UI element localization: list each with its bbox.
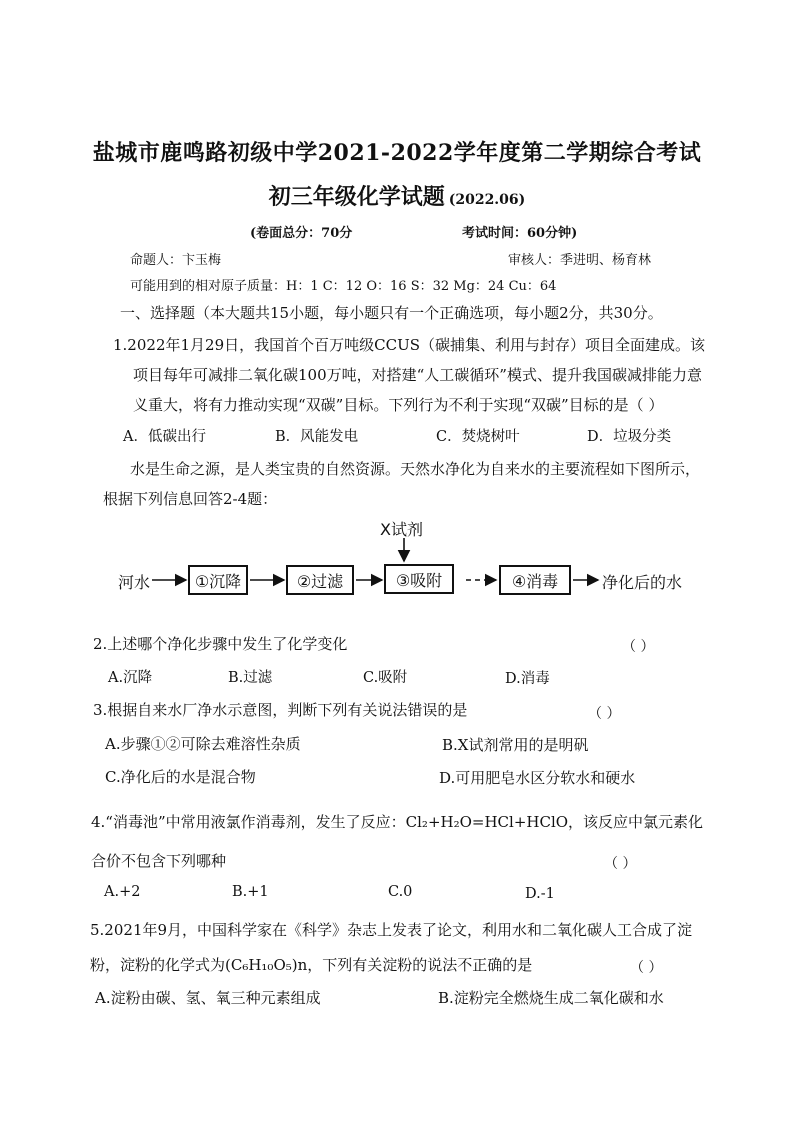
q5-option-a: A.淀粉由碳、氢、氧三种元素组成 (95, 989, 321, 1007)
flow-end: 净化后的水 (602, 573, 683, 592)
q5-option-b: B.淀粉完全燃烧生成二氧化碳和水 (438, 989, 664, 1007)
q3-option-b: B.X试剂常用的是明矾 (442, 736, 589, 754)
q2-stem: 2.上述哪个净化步骤中发生了化学变化 (93, 635, 348, 653)
q2-answer-paren: （ ） (622, 639, 655, 655)
q4-option-a: A.+2 (104, 884, 141, 900)
q4-stem: 4.“消毒池”中常用液氯作消毒剂，发生了反应：Cl₂+H₂O=HCl+HClO，该反应中氯元素化 (91, 813, 704, 831)
subtitle-text: 初三年级化学试题 (268, 184, 445, 210)
atomic-masses: 可能用到的相对原子质量：H：1 C：12 O：16 S：32 Mg：24 Cu：64 (130, 279, 557, 294)
intro-line1: 水是生命之源，是人类宝贵的自然资源。天然水净化为自来水的主要流程如下图所示， (130, 460, 701, 478)
flow-step-adsorb: ③吸附 (384, 564, 454, 594)
q5-line1: 5.2021年9月，中国科学家在《科学》杂志上发表了论文，利用水和二氧化碳人工合成了淀 (90, 921, 693, 939)
q5-answer-paren: （ ） (630, 960, 663, 976)
q2-option-a: A.沉降 (108, 670, 153, 686)
q1-option-d: D．垃圾分类 (587, 429, 672, 445)
flow-step-disinfect: ④消毒 (499, 565, 571, 595)
q1-line1: 1.2022年1月29日，我国首个百万吨级CCUS（碳捕集、利用与封存）项目全面建成。该 (113, 336, 705, 354)
exam-time: 考试时间：60分钟) (462, 226, 578, 241)
reviewers: 审核人：季进明、杨育林 (508, 253, 652, 268)
flow-step-filter: ②过滤 (286, 565, 354, 595)
author: 命题人：卞玉梅 (130, 253, 222, 268)
q3-option-d: D.可用肥皂水区分软水和硬水 (439, 769, 636, 787)
q3-answer-paren: （ ） (588, 706, 621, 722)
q4-option-d: D.-1 (525, 886, 555, 902)
q1-line2: 项目每年可减排二氧化碳100万吨，对搭建“人工碳循环”模式、提升我国碳减排能力意 (133, 366, 702, 384)
q2-option-b: B.过滤 (228, 670, 273, 686)
total-score: (卷面总分：70分 (250, 226, 353, 241)
q1-option-c: C．焚烧树叶 (436, 429, 520, 445)
q2-option-c: C.吸附 (363, 670, 408, 686)
reagent-label: X试剂 (380, 520, 423, 539)
q2-option-d: D.消毒 (505, 671, 550, 687)
q1-option-b: B．风能发电 (275, 429, 359, 445)
exam-title: 盐城市鹿鸣路初级中学2021-2022学年度第二学期综合考试 (92, 140, 702, 166)
intro-line2: 根据下列信息回答2-4题： (103, 490, 278, 508)
q4-stem-2: 合价不包含下列哪种 (91, 852, 227, 870)
section-heading: 一、选择题（本大题共15小题，每小题只有一个正确选项，每小题2分，共30分。 (120, 304, 663, 322)
q4-option-c: C.0 (388, 884, 413, 900)
q1-line3: 义重大，将有力推动实现“双碳”目标。下列行为不利于实现“双碳”目标的是（ ） (133, 396, 664, 414)
q3-stem: 3.根据自来水厂净水示意图，判断下列有关说法错误的是 (93, 701, 468, 719)
flow-start: 河水 (118, 573, 151, 592)
q3-option-c: C.净化后的水是混合物 (105, 768, 256, 786)
q4-option-b: B.+1 (232, 884, 269, 900)
q5-line2: 粉，淀粉的化学式为(C₆H₁₀O₅)n，下列有关淀粉的说法不正确的是 (90, 956, 533, 974)
flow-step-settle: ①沉降 (188, 565, 248, 595)
q1-option-a: A．低碳出行 (123, 429, 206, 445)
exam-date: (2022.06) (448, 192, 526, 208)
q3-option-a: A.步骤①②可除去难溶性杂质 (105, 735, 301, 753)
q4-answer-paren: （ ） (604, 856, 637, 872)
